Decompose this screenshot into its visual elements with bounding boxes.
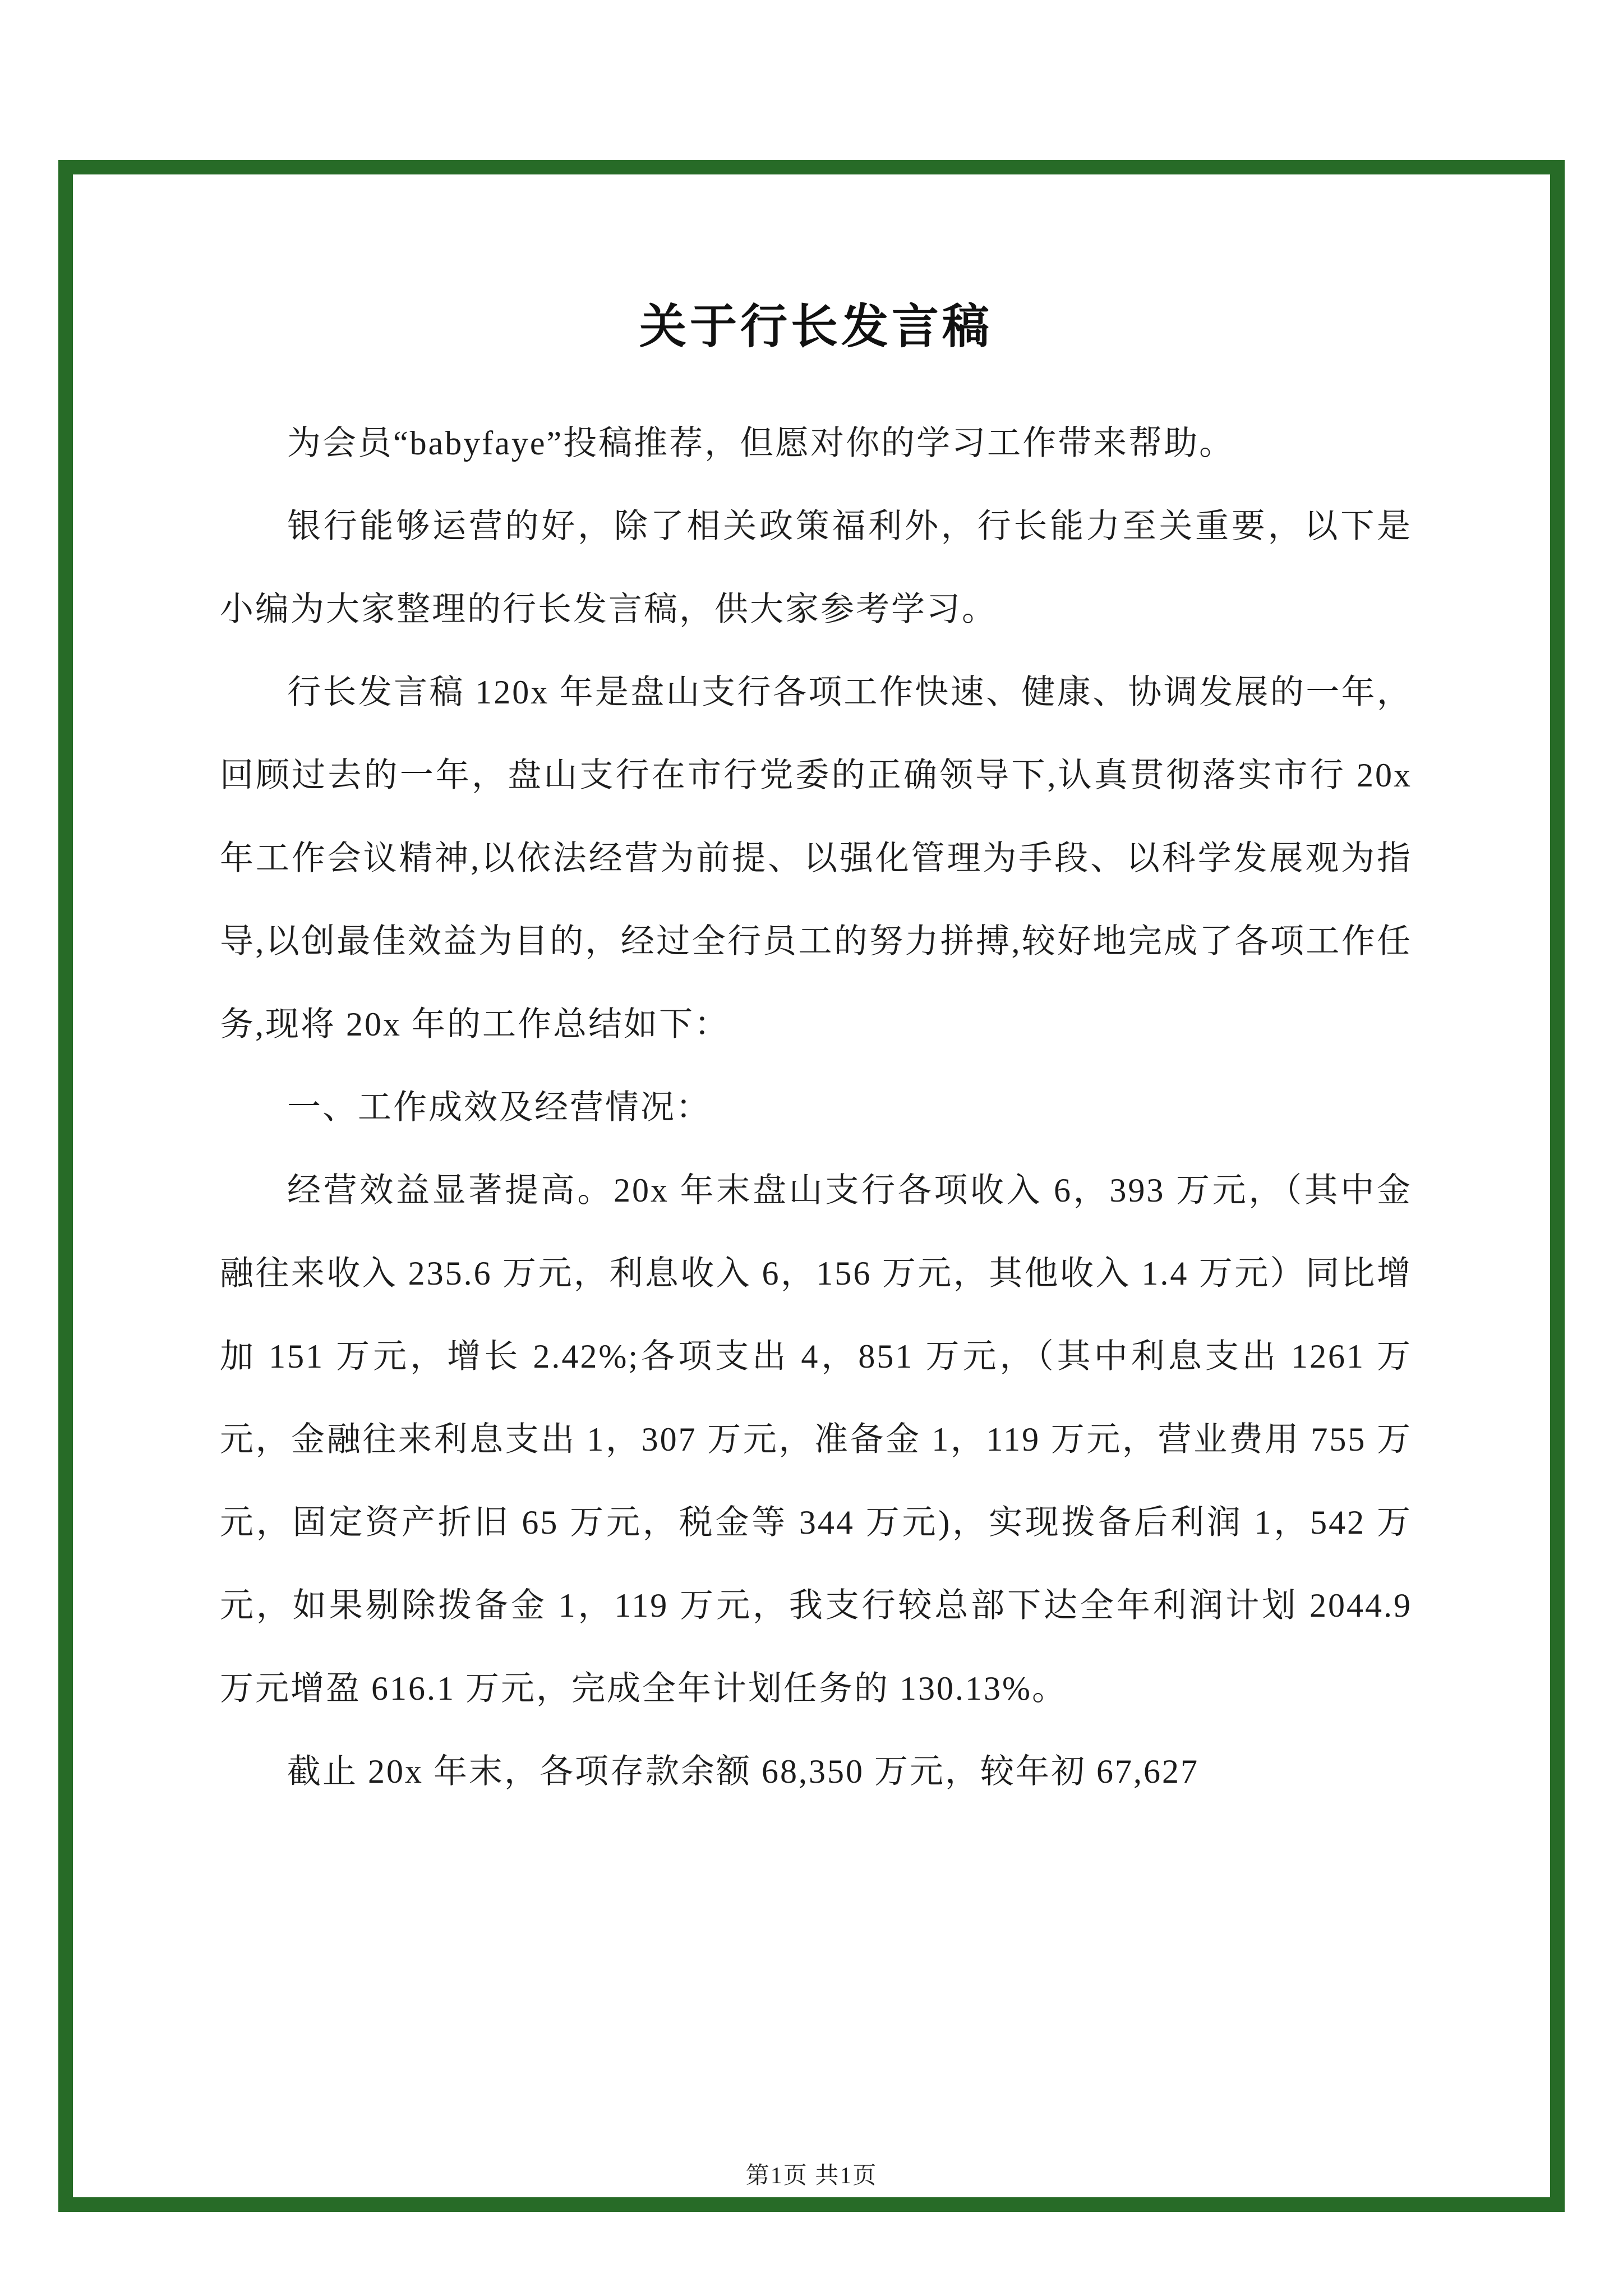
- document-content: [220, 289, 1412, 1813]
- paragraph: 经营效益显著提高。20x 年末盘山支行各项收入 6，393 万元，（其中金融往来收入 235.6 万元，利息收入 6，156 万元，其他收入 1.4 万元）同比增加 151 万元，增长 2.42%;各项支出 4，851 万元，（其中利息支出 1261 万元，金融往来利息支出 1，307 万元，准备金 1，119 万元，营业费用 755 万元，固定资产折旧 65 万元，税金等 344 万元)，实现拨备后利润 1，542 万元，如果剔除拨备金 1，119 万元，我支行较总部下达全年利润计划 2044.9 万元增盈 616.1 万元，完成全年计划任务的 130.13%。: [220, 1172, 1412, 1707]
- paragraph: 银行能够运营的好，除了相关政策福利外，行长能力至关重要，以下是小编为大家整理的行长发言稿，供大家参考学习。: [220, 508, 1412, 628]
- paragraph: 截止 20x 年末，各项存款余额 68,350 万元，较年初 67,627: [287, 1753, 1199, 1790]
- paragraph: 为会员“babyfaye”投稿推荐，但愿对你的学习工作带来帮助。: [287, 425, 1235, 462]
- paragraphs-container: [220, 402, 1412, 1813]
- page-number-footer: 第1页 共1页: [745, 2163, 878, 2189]
- paragraph: 行长发言稿 120x 年是盘山支行各项工作快速、健康、协调发展的一年，回顾过去的一年，盘山支行在市行党委的正确领导下,认真贯彻落实市行 20x 年工作会议精神,以依法经营为前提、以强化管理为手段、以科学发展观为指导,以创最佳效益为目的，经过全行员工的努力拼搏,较好地完成了各项工作任务,现将 20x 年的工作总结如下：: [220, 674, 1412, 1043]
- page-title: 关于行长发言稿: [639, 301, 993, 353]
- paragraph: 一、工作成效及经营情况：: [287, 1089, 711, 1126]
